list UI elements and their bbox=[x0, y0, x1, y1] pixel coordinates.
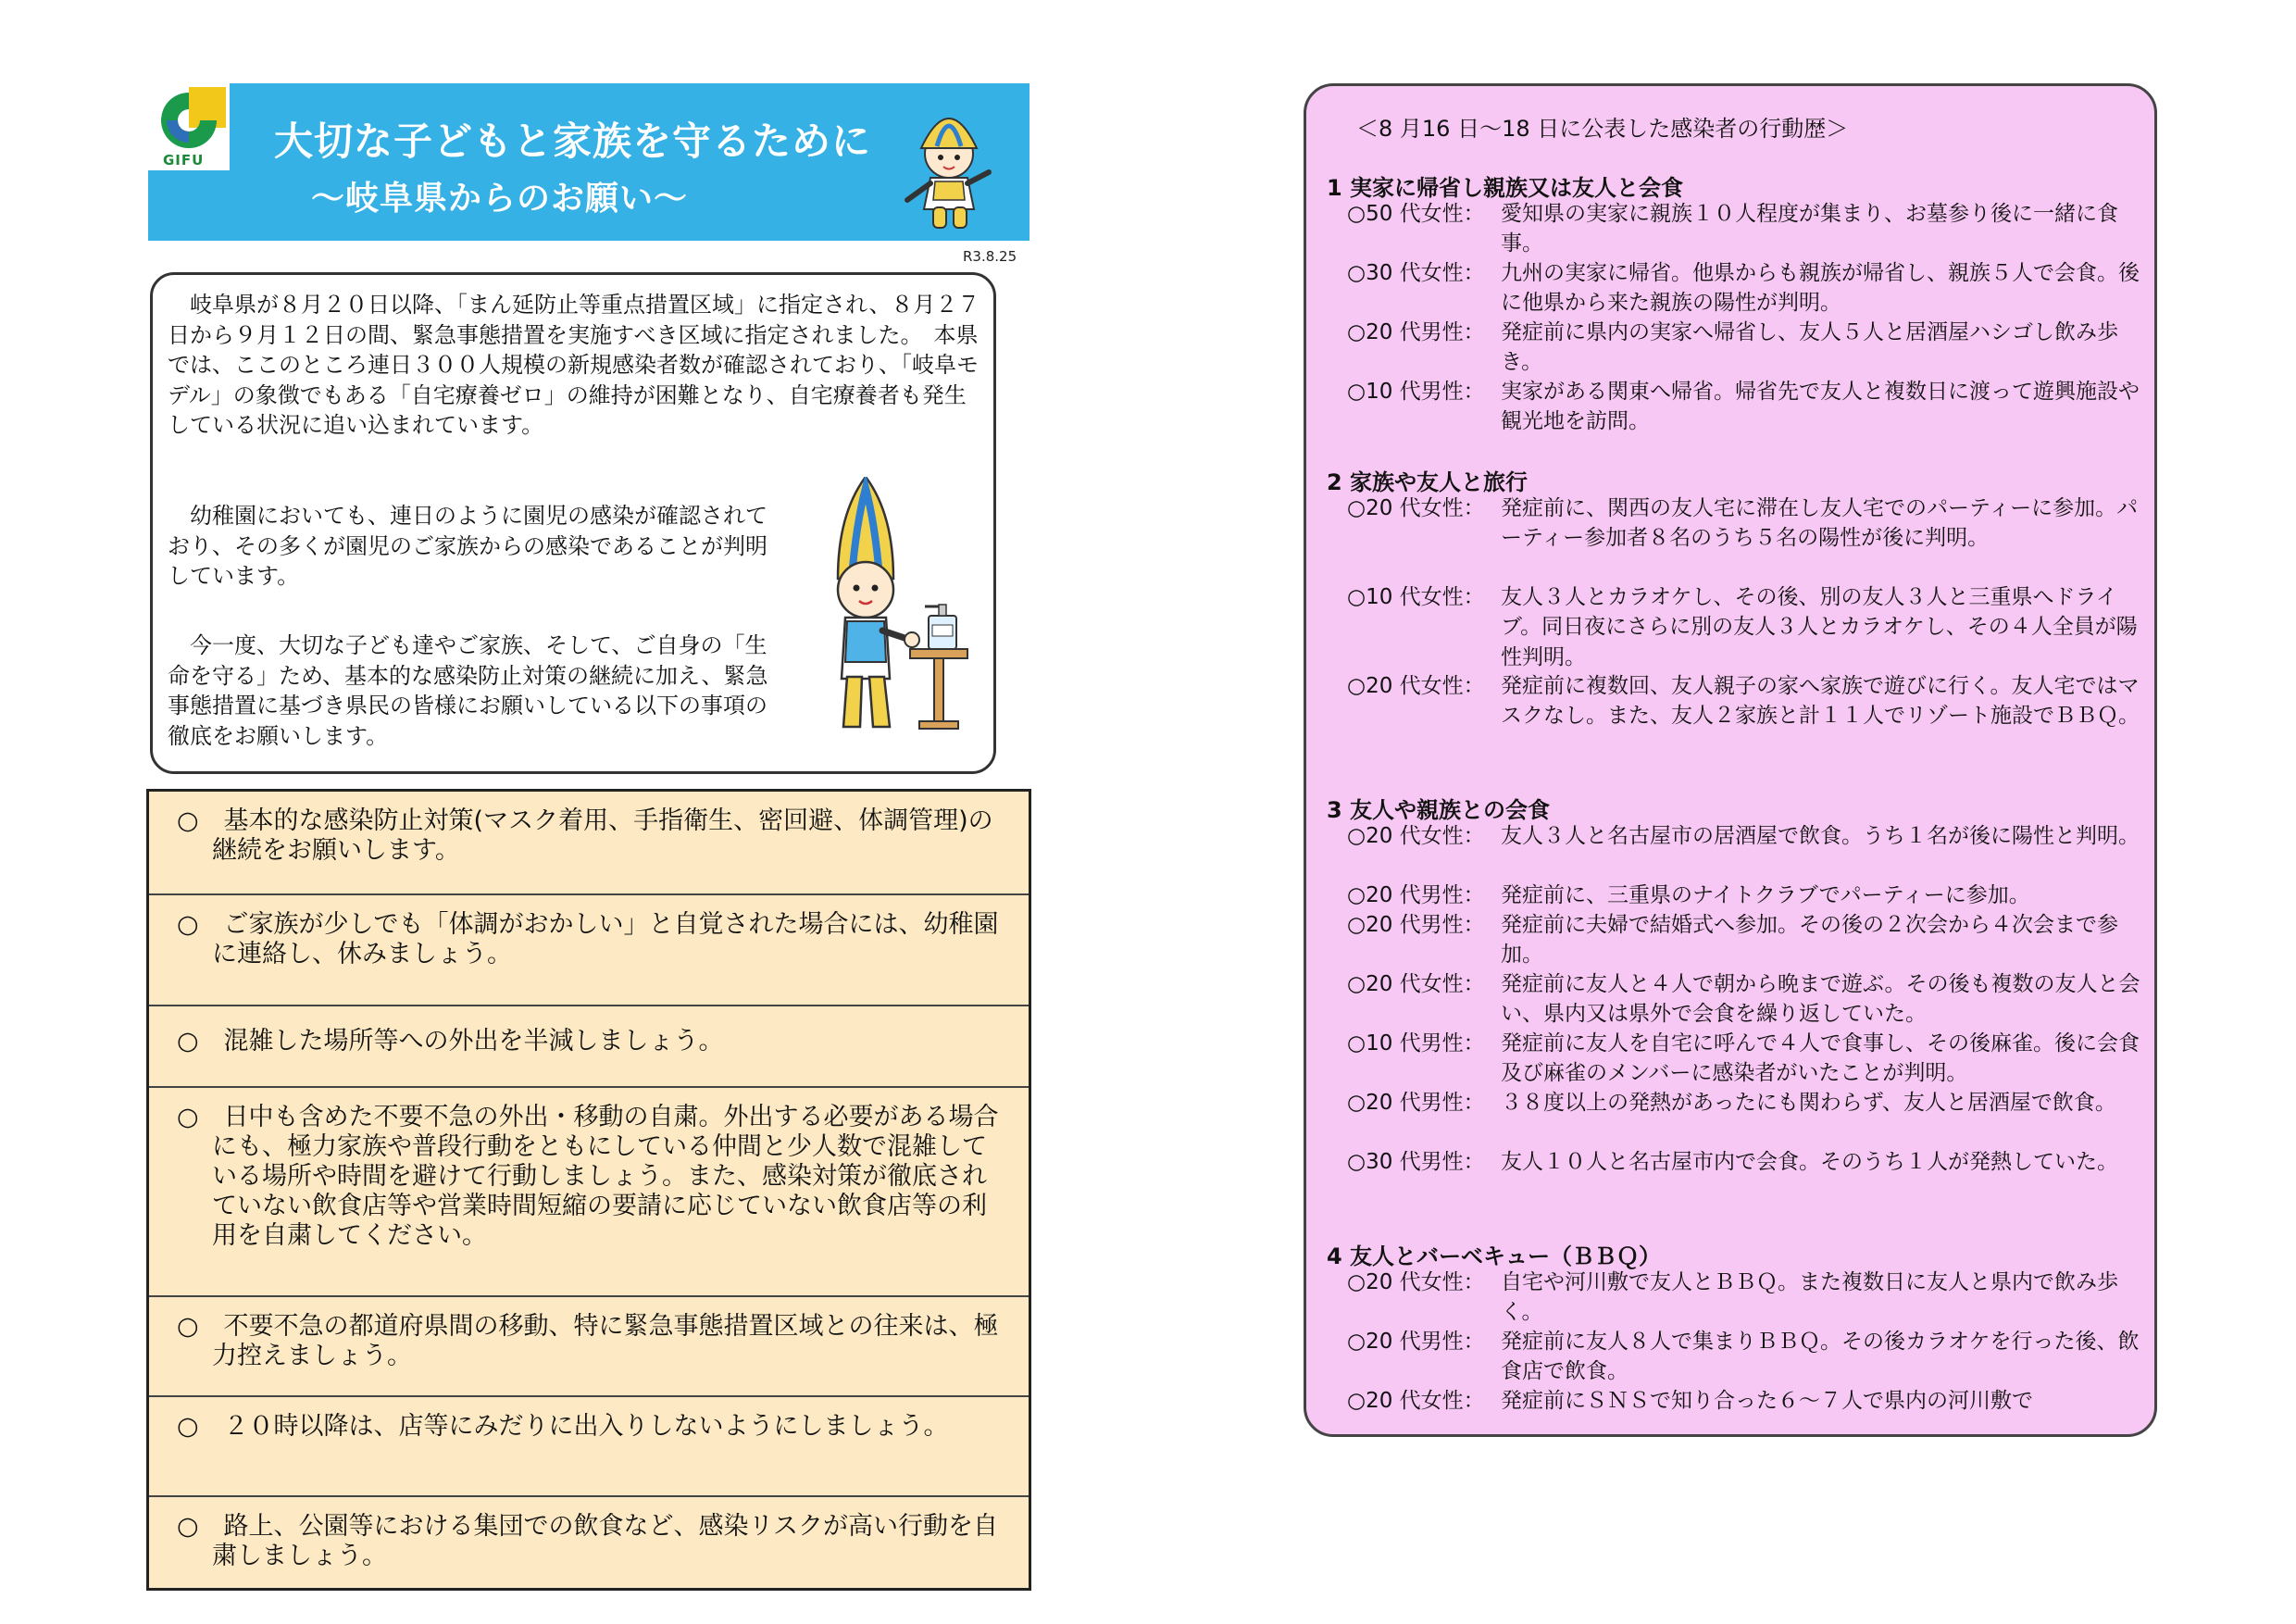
intro-paragraph-2: 幼稚園においても、連日のように園児の感染が確認されており、その多くが園児のご家族からの感染であることが判明しています。 bbox=[168, 503, 767, 589]
request-text: ○ 日中も含めた不要不急の外出・移動の自粛。外出する必要がある場合にも、極力家族や普段行動をともにしている仲間と少人数で混雑している場所や時間を避けて行動しましょう。また、感染対策が徹底されていない飲食店等や営業時間短縮の要請に応じていない飲食店等の利用を自粛してください。 bbox=[177, 1103, 999, 1250]
case-description: 自宅や河川敷で友人とＢＢＱ。また複数日に友人と県内で飲み歩く。 bbox=[1501, 1270, 2118, 1325]
request-text: ○ 路上、公園等における集団での飲食など、感染リスクが高い行動を自粛しましょう。 bbox=[177, 1512, 999, 1570]
request-text: ○ 不要不急の都道府県間の移動、特に緊急事態措置区域との往来は、極力控えましょう。 bbox=[177, 1312, 999, 1370]
issue-date: R3.8.25 bbox=[963, 248, 1017, 265]
case-entry bbox=[1347, 1088, 2143, 1118]
case-entry bbox=[1347, 258, 2143, 319]
case-entry bbox=[1347, 1029, 2143, 1089]
header-banner bbox=[148, 83, 1029, 241]
case-person: ○20 代男性： bbox=[1347, 320, 1485, 344]
intro-paragraph-3: 今一度、大切な子ども達やご家族、そして、ご自身の「生命を守る」ため、基本的な感染防止対策の継続に加え、緊急事態措置に基づき県民の皆様にお願いしている以下の事項の徹底をお願いします。 bbox=[168, 632, 768, 749]
request-item-3 bbox=[149, 1005, 1029, 1086]
case-description: 発症前に友人８人で集まりＢＢＱ。その後カラオケを行った後、飲食店で飲食。 bbox=[1501, 1330, 2140, 1384]
request-text: ○ 混雑した場所等への外出を半減しましょう。 bbox=[177, 1027, 724, 1056]
case-person: ○20 代女性： bbox=[1347, 674, 1485, 698]
case-entry bbox=[1347, 1327, 2143, 1387]
case-entry bbox=[1347, 318, 2143, 378]
case-entry bbox=[1347, 199, 2143, 259]
logo-text: GIFU bbox=[163, 152, 205, 169]
case-entry bbox=[1347, 1268, 2143, 1328]
case-entry bbox=[1347, 910, 2143, 970]
banner-title: 大切な子どもと家族を守るために bbox=[274, 119, 872, 164]
case-description: 友人１０人と名古屋市内で会食。そのうち１人が発熱していた。 bbox=[1501, 1150, 2118, 1174]
request-item-1 bbox=[149, 792, 1029, 893]
case-description: 発症前に、関西の友人宅に滞在し友人宅でのパーティーに参加。パーティー参加者８名のうち５名の陽性が後に判明。 bbox=[1501, 496, 2139, 551]
case-description: 友人３人とカラオケし、その後、別の友人３人と三重県へドライブ。同日夜にさらに別の友人３人とカラオケし、その４人全員が陽性判明。 bbox=[1501, 585, 2138, 669]
case-person: ○20 代女性： bbox=[1347, 972, 1485, 996]
banner-subtitle: ～岐阜県からのお願い～ bbox=[311, 180, 689, 218]
request-text: ○ 基本的な感染防止対策(マスク着用、手指衛生、密回避、体調管理)の継続をお願いします。 bbox=[177, 806, 993, 865]
case-description: 愛知県の実家に親族１０人程度が集まり、お墓参り後に一緒に食事。 bbox=[1501, 202, 2118, 256]
request-text: ○ ご家族が少しでも「体調がおかしい」と自覚された場合には、幼稚園に連絡し、休みましょう。 bbox=[177, 910, 999, 968]
case-description: 発症前に県内の実家へ帰省し、友人５人と居酒屋ハシゴし飲み歩き。 bbox=[1501, 320, 2118, 375]
case-person: ○30 代女性： bbox=[1347, 261, 1485, 285]
case-person: ○20 代女性： bbox=[1347, 1389, 1485, 1413]
case-description: 九州の実家に帰省。他県からも親族が帰省し、親族５人で会食。後に他県から来た親族の陽性が判明。 bbox=[1501, 261, 2140, 316]
case-person: ○20 代男性： bbox=[1347, 1330, 1485, 1354]
section-heading-3: 3 友人や親族との会食 bbox=[1327, 797, 1551, 823]
case-person: ○10 代男性： bbox=[1347, 380, 1485, 404]
case-person: ○10 代男性： bbox=[1347, 1031, 1485, 1056]
request-text: ○ ２０時以降は、店等にみだりに出入りしないようにしましょう。 bbox=[177, 1412, 949, 1441]
mascot-icon bbox=[880, 96, 1018, 235]
case-entry bbox=[1347, 1147, 2143, 1177]
case-person: ○20 代女性： bbox=[1347, 496, 1485, 520]
case-entry bbox=[1347, 377, 2143, 437]
case-person: ○20 代男性： bbox=[1347, 913, 1485, 937]
request-item-6 bbox=[149, 1395, 1029, 1495]
case-description: 発症前に複数回、友人親子の家へ家族で遊びに行く。友人宅ではマスクなし。また、友人２家族と計１１人でリゾート施設でＢＢＱ。 bbox=[1501, 674, 2140, 729]
case-entry bbox=[1347, 881, 2143, 910]
case-person: ○30 代男性： bbox=[1347, 1150, 1485, 1174]
case-description: 友人３人と名古屋市の居酒屋で飲食。うち１名が後に陽性と判明。 bbox=[1501, 824, 2140, 848]
case-entry bbox=[1347, 1386, 2143, 1416]
case-entry bbox=[1347, 969, 2143, 1030]
case-description: 発症前に夫婦で結婚式へ参加。その後の２次会から４次会まで参加。 bbox=[1501, 913, 2118, 968]
case-person: ○10 代女性： bbox=[1347, 585, 1485, 609]
case-person: ○20 代男性： bbox=[1347, 1091, 1485, 1115]
case-description: 発症前に、三重県のナイトクラブでパーティーに参加。 bbox=[1501, 883, 2030, 907]
request-list bbox=[146, 789, 1031, 1591]
request-item-5 bbox=[149, 1295, 1029, 1395]
panel-title: ＜8 月16 日～18 日に公表した感染者の行動歴＞ bbox=[1356, 116, 1849, 142]
case-description: 発症前にＳＮＳで知り合った６～７人で県内の河川敷で bbox=[1501, 1389, 2033, 1413]
case-person: ○50 代女性： bbox=[1347, 202, 1485, 226]
case-entry bbox=[1347, 493, 2143, 554]
case-entry bbox=[1347, 671, 2143, 731]
case-person: ○20 代女性： bbox=[1347, 824, 1485, 848]
case-description: ３８度以上の発熱があったにも関わらず、友人と居酒屋で飲食。 bbox=[1501, 1091, 2116, 1115]
intro-box bbox=[150, 272, 996, 774]
case-description: 発症前に友人と４人で朝から晩まで遊ぶ。その後も複数の友人と会い、県内又は県外で会食を繰り返していた。 bbox=[1501, 972, 2140, 1027]
section-heading-4: 4 友人とバーベキュー（ＢＢＱ） bbox=[1327, 1243, 1662, 1269]
case-entry bbox=[1347, 582, 2143, 672]
request-item-7 bbox=[149, 1495, 1029, 1588]
gifu-logo bbox=[148, 83, 230, 170]
section-heading-2: 2 家族や友人と旅行 bbox=[1327, 469, 1529, 495]
case-history-panel bbox=[1304, 83, 2157, 1437]
case-description: 実家がある関東へ帰省。帰省先で友人と複数日に渡って遊興施設や観光地を訪問。 bbox=[1501, 380, 2140, 434]
section-heading-1: 1 実家に帰省し親族又は友人と会食 bbox=[1327, 175, 1684, 201]
case-description: 発症前に友人を自宅に呼んで４人で食事し、その後麻雀。後に会食及び麻雀のメンバーに感染者がいたことが判明。 bbox=[1501, 1031, 2140, 1086]
request-item-4 bbox=[149, 1086, 1029, 1295]
mascot-handwash-icon bbox=[801, 477, 986, 755]
intro-paragraph-1: 岐阜県が８月２０日以降、「まん延防止等重点措置区域」に指定され、８月２７日から９月１２日の間、緊急事態措置を実施すべき区域に指定されました。 本県では、ここのところ連日３００人規模の新規感染者数が確認されており、「岐阜モデル」の象徴でもある「自宅療養ゼロ」の維持が困難となり、自宅療養者も発生している状況に追い込まれています。 bbox=[168, 292, 980, 438]
request-item-2 bbox=[149, 893, 1029, 1005]
case-entry bbox=[1347, 821, 2143, 851]
case-person: ○20 代男性： bbox=[1347, 883, 1485, 907]
case-person: ○20 代女性： bbox=[1347, 1270, 1485, 1294]
